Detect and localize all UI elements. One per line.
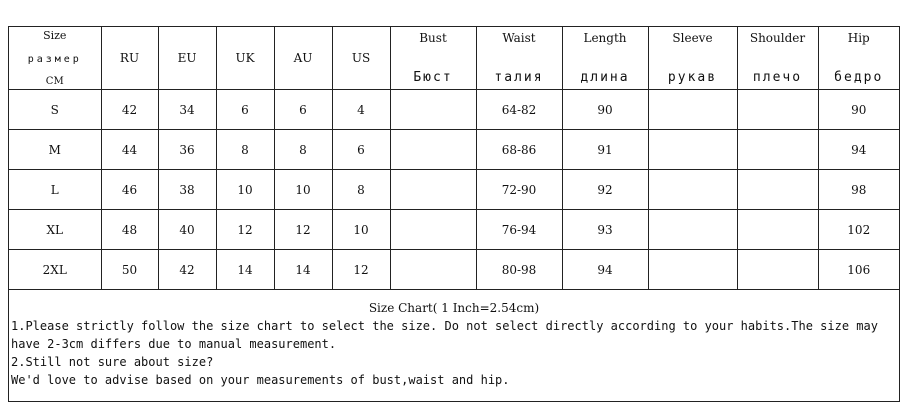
cell-au: 10 (274, 170, 332, 210)
cell-waist: 72-90 (476, 170, 562, 210)
header-row (9, 27, 899, 90)
header-sleeve (648, 27, 737, 90)
header-hip (818, 27, 899, 90)
cell-shoulder (737, 90, 818, 130)
size-header-cell (9, 27, 101, 90)
table-row (9, 130, 899, 170)
cell-eu: 40 (158, 210, 216, 250)
cell-length: 90 (562, 90, 648, 130)
cell-size: M (9, 130, 101, 170)
cell-eu: 42 (158, 250, 216, 290)
header-bust (390, 27, 476, 90)
cell-uk: 6 (216, 90, 274, 130)
cell-bust (390, 210, 476, 250)
cell-sleeve (648, 90, 737, 130)
cell-shoulder (737, 170, 818, 210)
header-ru: RU (101, 27, 158, 90)
table-row (9, 170, 899, 210)
cell-eu: 38 (158, 170, 216, 210)
cell-hip: 102 (818, 210, 899, 250)
cell-eu: 36 (158, 130, 216, 170)
header-hip-ru: бедро (834, 70, 884, 85)
cell-length: 91 (562, 130, 648, 170)
header-bust-en: Bust (419, 31, 447, 45)
cell-sleeve (648, 130, 737, 170)
cell-bust (390, 90, 476, 130)
cell-us: 6 (332, 130, 390, 170)
cell-hip: 94 (818, 130, 899, 170)
size-notes (9, 293, 899, 401)
header-au: AU (274, 27, 332, 90)
size-header-unit: CM (45, 76, 64, 87)
header-shoulder (737, 27, 818, 90)
cell-length: 94 (562, 250, 648, 290)
cell-hip: 90 (818, 90, 899, 130)
note-line-1: 1.Please strictly follow the size chart to select the size. Do not select directly according to your habits.The size may (11, 319, 878, 333)
header-shoulder-en: Shoulder (749, 31, 806, 45)
cell-length: 93 (562, 210, 648, 250)
cell-hip: 98 (818, 170, 899, 210)
header-uk: UK (216, 27, 274, 90)
cell-waist: 68-86 (476, 130, 562, 170)
cell-ru: 42 (101, 90, 158, 130)
cell-uk: 14 (216, 250, 274, 290)
header-hip-en: Hip (847, 31, 870, 45)
cell-us: 4 (332, 90, 390, 130)
cell-au: 6 (274, 90, 332, 130)
cell-shoulder (737, 250, 818, 290)
cell-bust (390, 250, 476, 290)
cell-sleeve (648, 250, 737, 290)
cell-ru: 44 (101, 130, 158, 170)
cell-us: 8 (332, 170, 390, 210)
cell-sleeve (648, 170, 737, 210)
cell-waist: 76-94 (476, 210, 562, 250)
note-line-4: We'd love to advise based on your measurements of bust,waist and hip. (11, 373, 510, 387)
cell-us: 10 (332, 210, 390, 250)
cell-uk: 8 (216, 130, 274, 170)
table-row (9, 210, 899, 250)
note-line-3: 2.Still not sure about size? (11, 355, 214, 369)
header-waist-ru: талия (494, 70, 544, 85)
cell-eu: 34 (158, 90, 216, 130)
size-chart-caption: Size Chart( 1 Inch=2.54cm) (368, 301, 540, 315)
table-row (9, 250, 899, 290)
cell-bust (390, 170, 476, 210)
cell-length: 92 (562, 170, 648, 210)
size-header-ru: размер (27, 53, 82, 65)
cell-bust (390, 130, 476, 170)
cell-ru: 50 (101, 250, 158, 290)
size-table (9, 27, 899, 290)
size-chart (8, 26, 900, 402)
cell-ru: 46 (101, 170, 158, 210)
note-line-2: have 2-3cm differs due to manual measurement. (11, 337, 337, 351)
header-shoulder-ru: плечо (752, 70, 803, 85)
header-waist (476, 27, 562, 90)
cell-uk: 12 (216, 210, 274, 250)
header-waist-en: Waist (502, 31, 536, 45)
cell-waist: 80-98 (476, 250, 562, 290)
cell-us: 12 (332, 250, 390, 290)
cell-size: L (9, 170, 101, 210)
header-sleeve-ru: рукав (667, 70, 718, 85)
header-eu: EU (158, 27, 216, 90)
header-length-ru: длина (580, 70, 630, 85)
cell-size: XL (9, 210, 101, 250)
cell-waist: 64-82 (476, 90, 562, 130)
cell-size: 2XL (9, 250, 101, 290)
cell-size: S (9, 90, 101, 130)
header-bust-ru: Бюст (413, 70, 453, 85)
header-us: US (332, 27, 390, 90)
header-sleeve-en: Sleeve (672, 31, 713, 45)
cell-shoulder (737, 210, 818, 250)
cell-au: 12 (274, 210, 332, 250)
cell-sleeve (648, 210, 737, 250)
cell-au: 8 (274, 130, 332, 170)
size-header-en: Size (43, 29, 67, 42)
cell-ru: 48 (101, 210, 158, 250)
cell-hip: 106 (818, 250, 899, 290)
cell-au: 14 (274, 250, 332, 290)
table-row (9, 90, 899, 130)
cell-uk: 10 (216, 170, 274, 210)
header-length-en: Length (583, 31, 627, 45)
cell-shoulder (737, 130, 818, 170)
header-length (562, 27, 648, 90)
